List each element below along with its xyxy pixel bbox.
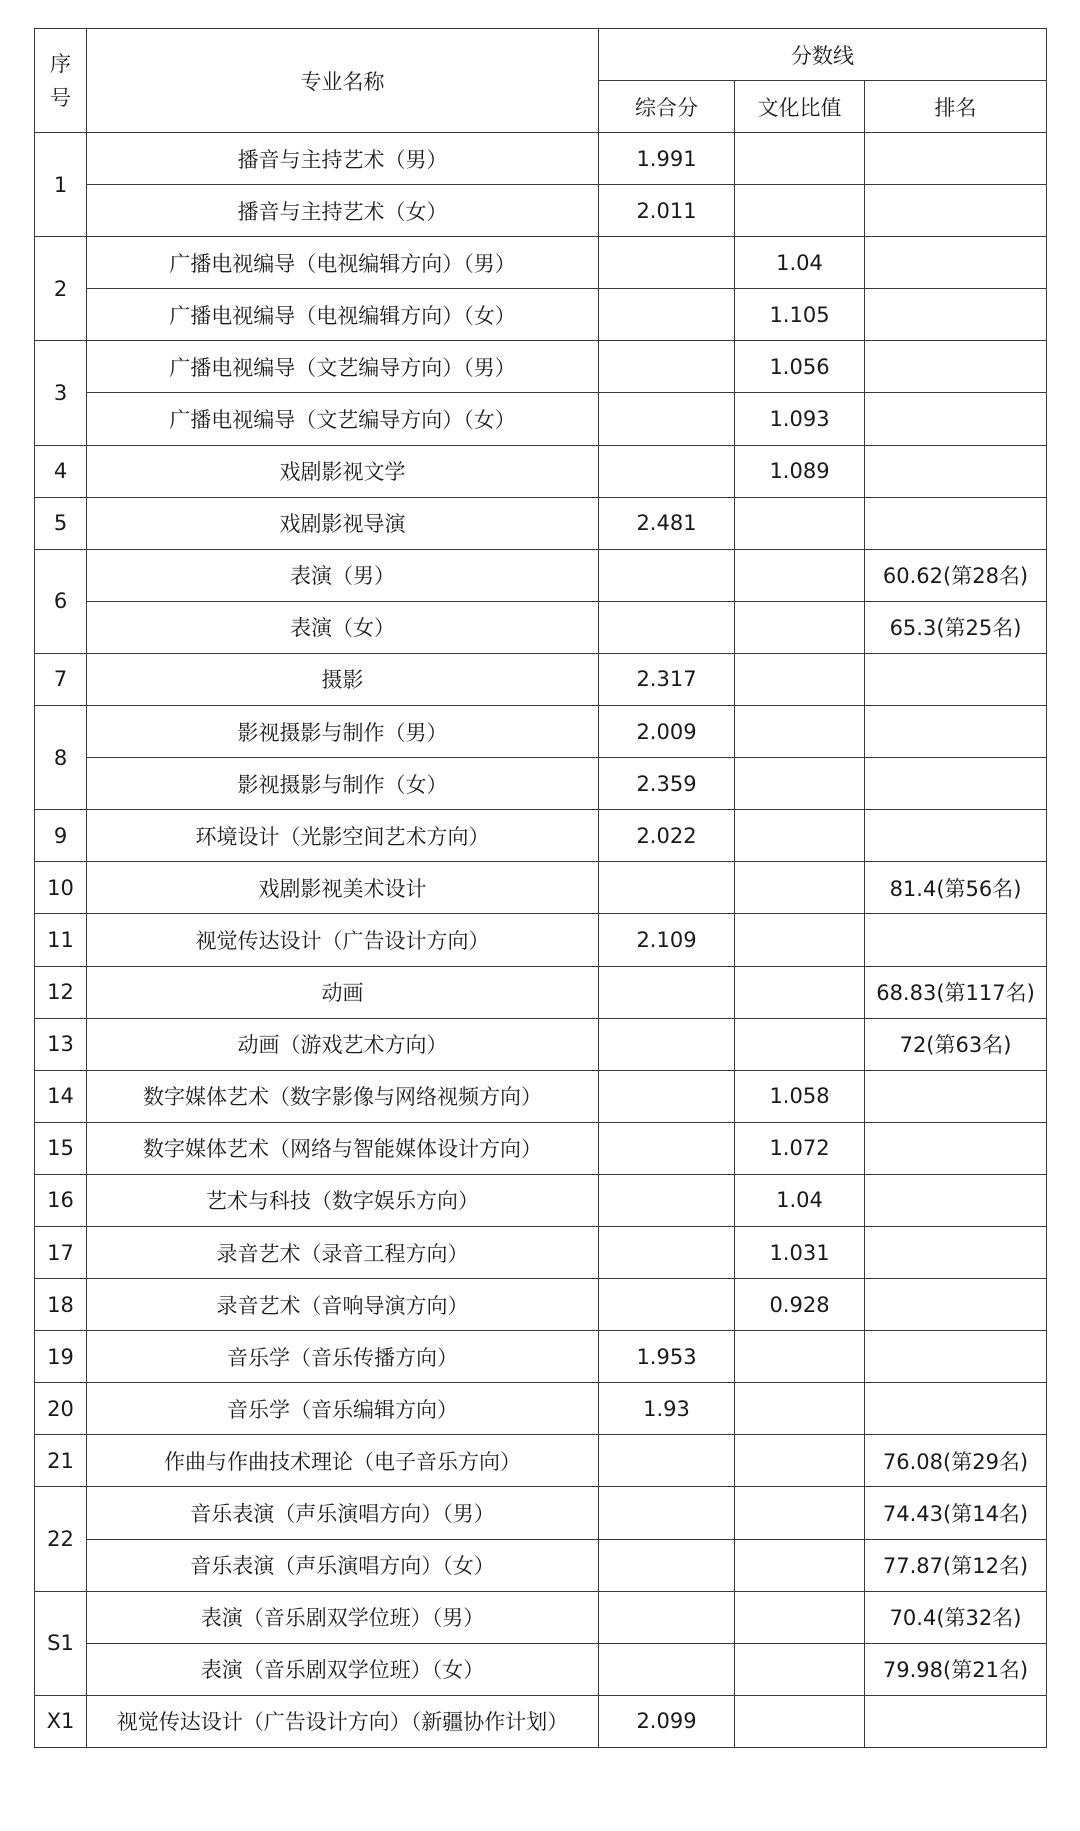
major-name-cell: 环境设计（光影空间艺术方向） bbox=[87, 810, 599, 862]
rank-header: 排名 bbox=[865, 81, 1047, 133]
seq-cell: 21 bbox=[35, 1435, 87, 1487]
rank-cell: 60.62(第28名) bbox=[865, 549, 1047, 601]
table-row bbox=[35, 966, 1047, 1018]
major-name-cell: 视觉传达设计（广告设计方向）（新疆协作计划） bbox=[87, 1695, 599, 1747]
seq-header-line2: 号 bbox=[50, 85, 71, 110]
composite-score-cell bbox=[599, 1070, 735, 1122]
table-row bbox=[35, 393, 1047, 445]
rank-cell bbox=[865, 497, 1047, 549]
seq-cell: 2 bbox=[35, 237, 87, 341]
composite-score-cell: 2.109 bbox=[599, 914, 735, 966]
rank-cell: 79.98(第21名) bbox=[865, 1643, 1047, 1695]
composite-score-cell bbox=[599, 966, 735, 1018]
major-name-cell: 表演（男） bbox=[87, 549, 599, 601]
major-name-cell: 表演（女） bbox=[87, 601, 599, 653]
culture-ratio-cell bbox=[735, 653, 865, 705]
seq-cell: 10 bbox=[35, 862, 87, 914]
rank-cell: 77.87(第12名) bbox=[865, 1539, 1047, 1591]
seq-cell: 8 bbox=[35, 706, 87, 810]
culture-ratio-cell: 1.072 bbox=[735, 1122, 865, 1174]
culture-ratio-cell: 1.093 bbox=[735, 393, 865, 445]
seq-cell: 6 bbox=[35, 549, 87, 653]
table-row bbox=[35, 1279, 1047, 1331]
table-row bbox=[35, 1383, 1047, 1435]
culture-ratio-cell bbox=[735, 601, 865, 653]
seq-cell: S1 bbox=[35, 1591, 87, 1695]
composite-score-cell bbox=[599, 862, 735, 914]
composite-score-cell bbox=[599, 1643, 735, 1695]
rank-cell: 70.4(第32名) bbox=[865, 1591, 1047, 1643]
seq-cell: 19 bbox=[35, 1331, 87, 1383]
major-name-cell: 音乐学（音乐编辑方向） bbox=[87, 1383, 599, 1435]
rank-cell bbox=[865, 1695, 1047, 1747]
composite-score-cell: 2.009 bbox=[599, 706, 735, 758]
rank-cell: 68.83(第117名) bbox=[865, 966, 1047, 1018]
rank-cell bbox=[865, 133, 1047, 185]
major-name-cell: 摄影 bbox=[87, 653, 599, 705]
culture-ratio-cell bbox=[735, 1695, 865, 1747]
seq-cell: 20 bbox=[35, 1383, 87, 1435]
rank-cell bbox=[865, 1226, 1047, 1278]
major-name-cell: 广播电视编导（电视编辑方向）（男） bbox=[87, 237, 599, 289]
major-name-cell: 作曲与作曲技术理论（电子音乐方向） bbox=[87, 1435, 599, 1487]
table-row bbox=[35, 1539, 1047, 1591]
culture-ratio-cell: 0.928 bbox=[735, 1279, 865, 1331]
table-row bbox=[35, 1226, 1047, 1278]
seq-cell: 14 bbox=[35, 1070, 87, 1122]
seq-cell: 18 bbox=[35, 1279, 87, 1331]
seq-cell: 16 bbox=[35, 1174, 87, 1226]
seq-cell: 11 bbox=[35, 914, 87, 966]
table-row bbox=[35, 1435, 1047, 1487]
major-name-cell: 数字媒体艺术（网络与智能媒体设计方向） bbox=[87, 1122, 599, 1174]
culture-ratio-cell: 1.058 bbox=[735, 1070, 865, 1122]
culture-ratio-cell bbox=[735, 706, 865, 758]
rank-cell bbox=[865, 758, 1047, 810]
table-row bbox=[35, 1591, 1047, 1643]
culture-ratio-cell bbox=[735, 758, 865, 810]
table-row bbox=[35, 1174, 1047, 1226]
composite-score-cell bbox=[599, 1591, 735, 1643]
rank-cell bbox=[865, 1122, 1047, 1174]
culture-ratio-cell bbox=[735, 1539, 865, 1591]
culture-ratio-cell: 1.04 bbox=[735, 1174, 865, 1226]
table-row bbox=[35, 1070, 1047, 1122]
composite-score-cell: 2.022 bbox=[599, 810, 735, 862]
score-table bbox=[34, 28, 1047, 1748]
culture-ratio-cell: 1.089 bbox=[735, 445, 865, 497]
composite-score-cell bbox=[599, 289, 735, 341]
composite-score-cell: 1.991 bbox=[599, 133, 735, 185]
culture-ratio-cell bbox=[735, 1383, 865, 1435]
composite-score-cell: 2.317 bbox=[599, 653, 735, 705]
composite-score-cell bbox=[599, 549, 735, 601]
composite-score-cell bbox=[599, 237, 735, 289]
seq-cell: 9 bbox=[35, 810, 87, 862]
rank-cell bbox=[865, 237, 1047, 289]
seq-header-line1: 序 bbox=[50, 51, 71, 76]
major-header: 专业名称 bbox=[87, 29, 599, 133]
culture-ratio-cell bbox=[735, 862, 865, 914]
culture-ratio-cell bbox=[735, 1591, 865, 1643]
rank-cell: 81.4(第56名) bbox=[865, 862, 1047, 914]
score-line-header: 分数线 bbox=[599, 29, 1047, 81]
major-name-cell: 视觉传达设计（广告设计方向） bbox=[87, 914, 599, 966]
culture-ratio-cell bbox=[735, 1018, 865, 1070]
major-name-cell: 广播电视编导（电视编辑方向）（女） bbox=[87, 289, 599, 341]
table-row bbox=[35, 601, 1047, 653]
rank-cell bbox=[865, 289, 1047, 341]
culture-ratio-cell bbox=[735, 914, 865, 966]
rank-cell bbox=[865, 1174, 1047, 1226]
composite-score-cell bbox=[599, 1279, 735, 1331]
seq-cell: 22 bbox=[35, 1487, 87, 1591]
table-header bbox=[35, 29, 1047, 133]
table-row bbox=[35, 810, 1047, 862]
culture-ratio-cell bbox=[735, 1435, 865, 1487]
major-name-cell: 音乐学（音乐传播方向） bbox=[87, 1331, 599, 1383]
composite-score-cell: 1.93 bbox=[599, 1383, 735, 1435]
culture-ratio-cell: 1.056 bbox=[735, 341, 865, 393]
composite-score-cell bbox=[599, 1122, 735, 1174]
composite-score-cell bbox=[599, 1226, 735, 1278]
rank-cell bbox=[865, 445, 1047, 497]
composite-score-cell bbox=[599, 1018, 735, 1070]
major-name-cell: 数字媒体艺术（数字影像与网络视频方向） bbox=[87, 1070, 599, 1122]
seq-cell: X1 bbox=[35, 1695, 87, 1747]
table-body bbox=[35, 133, 1047, 1748]
composite-score-cell bbox=[599, 393, 735, 445]
composite-score-cell bbox=[599, 1174, 735, 1226]
rank-cell: 65.3(第25名) bbox=[865, 601, 1047, 653]
culture-ratio-cell bbox=[735, 133, 865, 185]
composite-score-cell bbox=[599, 601, 735, 653]
composite-score-cell: 2.099 bbox=[599, 1695, 735, 1747]
rank-cell: 72(第63名) bbox=[865, 1018, 1047, 1070]
rank-cell: 76.08(第29名) bbox=[865, 1435, 1047, 1487]
major-name-cell: 动画 bbox=[87, 966, 599, 1018]
major-name-cell: 表演（音乐剧双学位班）（女） bbox=[87, 1643, 599, 1695]
seq-cell: 4 bbox=[35, 445, 87, 497]
table-row bbox=[35, 1695, 1047, 1747]
major-name-cell: 播音与主持艺术（女） bbox=[87, 185, 599, 237]
table-row bbox=[35, 185, 1047, 237]
seq-cell: 7 bbox=[35, 653, 87, 705]
culture-ratio-cell bbox=[735, 1643, 865, 1695]
major-name-cell: 戏剧影视文学 bbox=[87, 445, 599, 497]
composite-score-cell: 2.011 bbox=[599, 185, 735, 237]
composite-score-cell bbox=[599, 1539, 735, 1591]
table-row bbox=[35, 1331, 1047, 1383]
composite-score-cell bbox=[599, 445, 735, 497]
major-name-cell: 戏剧影视导演 bbox=[87, 497, 599, 549]
table-row bbox=[35, 133, 1047, 185]
seq-header bbox=[35, 29, 87, 133]
table-row bbox=[35, 341, 1047, 393]
table-row bbox=[35, 862, 1047, 914]
table-row bbox=[35, 1018, 1047, 1070]
culture-ratio-cell bbox=[735, 185, 865, 237]
table-row bbox=[35, 758, 1047, 810]
seq-cell: 5 bbox=[35, 497, 87, 549]
rank-cell bbox=[865, 1279, 1047, 1331]
major-name-cell: 艺术与科技（数字娱乐方向） bbox=[87, 1174, 599, 1226]
rank-cell bbox=[865, 810, 1047, 862]
table-row bbox=[35, 445, 1047, 497]
seq-cell: 3 bbox=[35, 341, 87, 445]
seq-cell: 1 bbox=[35, 133, 87, 237]
composite-score-cell bbox=[599, 341, 735, 393]
major-name-cell: 广播电视编导（文艺编导方向）（男） bbox=[87, 341, 599, 393]
composite-score-cell: 1.953 bbox=[599, 1331, 735, 1383]
rank-cell bbox=[865, 185, 1047, 237]
culture-ratio-header: 文化比值 bbox=[735, 81, 865, 133]
major-name-cell: 录音艺术（录音工程方向） bbox=[87, 1226, 599, 1278]
culture-ratio-cell bbox=[735, 549, 865, 601]
rank-cell: 74.43(第14名) bbox=[865, 1487, 1047, 1539]
major-name-cell: 动画（游戏艺术方向） bbox=[87, 1018, 599, 1070]
rank-cell bbox=[865, 653, 1047, 705]
table-row bbox=[35, 1122, 1047, 1174]
composite-score-cell: 2.359 bbox=[599, 758, 735, 810]
table-row bbox=[35, 1643, 1047, 1695]
rank-cell bbox=[865, 1070, 1047, 1122]
rank-cell bbox=[865, 393, 1047, 445]
rank-cell bbox=[865, 341, 1047, 393]
seq-cell: 15 bbox=[35, 1122, 87, 1174]
culture-ratio-cell bbox=[735, 1487, 865, 1539]
seq-cell: 13 bbox=[35, 1018, 87, 1070]
rank-cell bbox=[865, 1383, 1047, 1435]
rank-cell bbox=[865, 1331, 1047, 1383]
major-name-cell: 音乐表演（声乐演唱方向）（男） bbox=[87, 1487, 599, 1539]
table-row bbox=[35, 289, 1047, 341]
composite-score-cell bbox=[599, 1435, 735, 1487]
culture-ratio-cell bbox=[735, 1331, 865, 1383]
composite-score-cell: 2.481 bbox=[599, 497, 735, 549]
major-name-cell: 音乐表演（声乐演唱方向）（女） bbox=[87, 1539, 599, 1591]
culture-ratio-cell: 1.04 bbox=[735, 237, 865, 289]
seq-cell: 12 bbox=[35, 966, 87, 1018]
major-name-cell: 广播电视编导（文艺编导方向）（女） bbox=[87, 393, 599, 445]
table-row bbox=[35, 549, 1047, 601]
major-name-cell: 戏剧影视美术设计 bbox=[87, 862, 599, 914]
culture-ratio-cell: 1.031 bbox=[735, 1226, 865, 1278]
major-name-cell: 影视摄影与制作（男） bbox=[87, 706, 599, 758]
culture-ratio-cell bbox=[735, 497, 865, 549]
table-row bbox=[35, 706, 1047, 758]
culture-ratio-cell bbox=[735, 966, 865, 1018]
major-name-cell: 表演（音乐剧双学位班）（男） bbox=[87, 1591, 599, 1643]
composite-score-cell bbox=[599, 1487, 735, 1539]
table-row bbox=[35, 497, 1047, 549]
table-row bbox=[35, 653, 1047, 705]
rank-cell bbox=[865, 706, 1047, 758]
culture-ratio-cell: 1.105 bbox=[735, 289, 865, 341]
composite-header: 综合分 bbox=[599, 81, 735, 133]
major-name-cell: 录音艺术（音响导演方向） bbox=[87, 1279, 599, 1331]
table-row bbox=[35, 237, 1047, 289]
major-name-cell: 影视摄影与制作（女） bbox=[87, 758, 599, 810]
major-name-cell: 播音与主持艺术（男） bbox=[87, 133, 599, 185]
seq-cell: 17 bbox=[35, 1226, 87, 1278]
table-row bbox=[35, 1487, 1047, 1539]
culture-ratio-cell bbox=[735, 810, 865, 862]
table-row bbox=[35, 914, 1047, 966]
rank-cell bbox=[865, 914, 1047, 966]
